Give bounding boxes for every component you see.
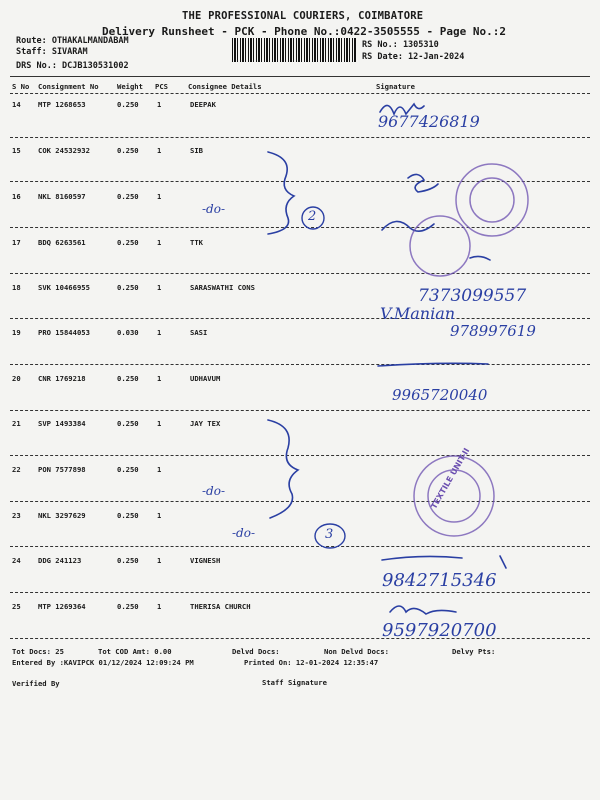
drs-label: DRS No.: DCJB130531002 — [16, 61, 129, 71]
cell-pcs: 1 — [157, 100, 162, 109]
cell-weight: 0.250 — [117, 146, 139, 155]
entered-by: Entered By :KAVIPCK 01/12/2024 12:09:24 PM — [12, 658, 194, 667]
cell-consignment: COK 24532932 — [38, 146, 90, 155]
cell-consignment: MTP 1268653 — [38, 100, 86, 109]
rubber-stamp — [470, 178, 514, 222]
handwritten-ditto: -do- — [202, 484, 226, 498]
cell-pcs: 1 — [157, 192, 162, 201]
cell-consignment: CNR 1769218 — [38, 374, 86, 383]
cell-pcs: 1 — [157, 602, 162, 611]
cell-consignment: BDQ 6263561 — [38, 238, 86, 247]
handwritten-phone: 978997619 — [450, 322, 536, 340]
cell-weight: 0.250 — [117, 238, 139, 247]
row-divider — [10, 318, 590, 319]
cell-consignee: SARASWATHI CONS — [190, 283, 255, 292]
cell-pcs: 1 — [157, 556, 162, 565]
cell-consignment: PON 7577898 — [38, 465, 86, 474]
cell-weight: 0.250 — [117, 192, 139, 201]
cell-consignment: DDG 241123 — [38, 556, 82, 565]
cell-pcs: 1 — [157, 328, 162, 337]
printed-on: Printed On: 12-01-2024 12:35:47 — [244, 658, 379, 667]
table-top-rule — [10, 76, 590, 77]
cell-consignment: NKL 3297629 — [38, 511, 86, 520]
cell-pcs: 1 — [157, 374, 162, 383]
col-weight: Weight — [117, 82, 143, 91]
row-divider — [10, 410, 590, 411]
cell-sno: 20 — [12, 374, 21, 383]
cell-weight: 0.250 — [117, 100, 139, 109]
cell-weight: 0.030 — [117, 328, 139, 337]
cell-sno: 25 — [12, 602, 21, 611]
cell-pcs: 1 — [157, 511, 162, 520]
cell-consignee: SASI — [190, 328, 208, 337]
cell-weight: 0.250 — [117, 602, 139, 611]
cell-pcs: 1 — [157, 238, 162, 247]
row-divider — [10, 592, 590, 593]
rubber-stamp — [456, 164, 528, 236]
staff-label: Staff: SIVARAM — [16, 47, 88, 57]
cell-consignee: SIB — [190, 146, 203, 155]
non-delivered-docs: Non Delvd Docs: — [324, 647, 389, 656]
total-cod-amount: Tot COD Amt: 0.00 — [98, 647, 172, 656]
row-divider — [10, 273, 590, 274]
cell-weight: 0.250 — [117, 556, 139, 565]
staff-signature-label: Staff Signature — [262, 678, 327, 687]
handwritten-phone: 9842715346 — [382, 570, 497, 591]
bracket-stroke — [268, 420, 298, 518]
row-divider — [10, 181, 590, 182]
cell-weight: 0.250 — [117, 511, 139, 520]
handwritten-circle-number: 2 — [308, 209, 317, 224]
cell-pcs: 1 — [157, 283, 162, 292]
cell-sno: 23 — [12, 511, 21, 520]
col-sno: S No — [12, 82, 30, 91]
runsheet-title: Delivery Runsheet - PCK - Phone No.:0422-3505555 - Page No.:2 — [102, 25, 506, 38]
strike-stroke — [382, 556, 506, 568]
handwritten-name: V.Manian — [380, 304, 456, 323]
rubber-stamp — [410, 216, 470, 276]
handwritten-phone: 9597920700 — [382, 620, 497, 641]
row-divider — [10, 501, 590, 502]
cell-consignment: MTP 1269364 — [38, 602, 86, 611]
handwritten-phone: 9965720040 — [392, 386, 488, 404]
col-consignee: Consignee Details — [188, 82, 262, 91]
signature-stroke — [390, 606, 456, 614]
signature-stroke — [408, 174, 438, 192]
stamp-text: TEXTILE UNIT-II — [429, 446, 472, 511]
cell-weight: 0.250 — [117, 419, 139, 428]
cell-weight: 0.250 — [117, 374, 139, 383]
cell-consignee: VIGNESH — [190, 556, 221, 565]
row-divider — [10, 364, 590, 365]
cell-pcs: 1 — [157, 419, 162, 428]
cell-weight: 0.250 — [117, 283, 139, 292]
cell-consignment: PRO 15844053 — [38, 328, 90, 337]
col-consignment: Consignment No — [38, 82, 99, 91]
row-divider — [10, 546, 590, 547]
total-docs: Tot Docs: 25 — [12, 647, 64, 656]
row-divider — [10, 137, 590, 138]
cell-pcs: 1 — [157, 146, 162, 155]
barcode — [232, 38, 356, 62]
cell-sno: 17 — [12, 238, 21, 247]
rs-date-label: RS Date: 12-Jan-2024 — [362, 52, 465, 62]
cell-sno: 18 — [12, 283, 21, 292]
col-signature: Signature — [376, 82, 415, 91]
cell-pcs: 1 — [157, 465, 162, 474]
row-divider — [10, 638, 590, 639]
rs-no-label: RS No.: 1305310 — [362, 40, 439, 50]
handwritten-ditto: -do- — [202, 202, 226, 216]
handwritten-circle-number: 3 — [325, 527, 334, 542]
cell-sno: 19 — [12, 328, 21, 337]
delivered-docs: Delvd Docs: — [232, 647, 280, 656]
cell-consignment: SVK 10466955 — [38, 283, 90, 292]
row-divider — [10, 455, 590, 456]
cell-consignment: SVP 1493384 — [38, 419, 86, 428]
handwritten-phone: 9677426819 — [378, 112, 480, 131]
cell-consignment: NKL 8160597 — [38, 192, 86, 201]
cell-sno: 24 — [12, 556, 21, 565]
row-divider — [10, 227, 590, 228]
cell-sno: 15 — [12, 146, 21, 155]
verified-by-label: Verified By — [12, 679, 60, 688]
cell-sno: 21 — [12, 419, 21, 428]
cell-sno: 22 — [12, 465, 21, 474]
handwritten-phone: 7373099557 — [418, 286, 527, 306]
handwritten-ditto: -do- — [232, 526, 256, 540]
col-pcs: PCS — [155, 82, 168, 91]
cell-sno: 14 — [12, 100, 21, 109]
cell-consignee: THERISA CHURCH — [190, 602, 251, 611]
header-bottom-rule — [10, 93, 590, 94]
cell-sno: 16 — [12, 192, 21, 201]
cell-consignee: DEEPAK — [190, 100, 216, 109]
cell-consignee: TTK — [190, 238, 203, 247]
cell-consignee: UDHAVUM — [190, 374, 221, 383]
company-title: THE PROFESSIONAL COURIERS, COIMBATORE — [182, 10, 424, 22]
route-label: Route: OTHAKALMANDABAM — [16, 36, 129, 46]
bracket-stroke — [268, 152, 294, 234]
cell-consignee: JAY TEX — [190, 419, 221, 428]
delivery-points: Delvy Pts: — [452, 647, 496, 656]
signature-stroke — [470, 256, 490, 260]
cell-weight: 0.250 — [117, 465, 139, 474]
